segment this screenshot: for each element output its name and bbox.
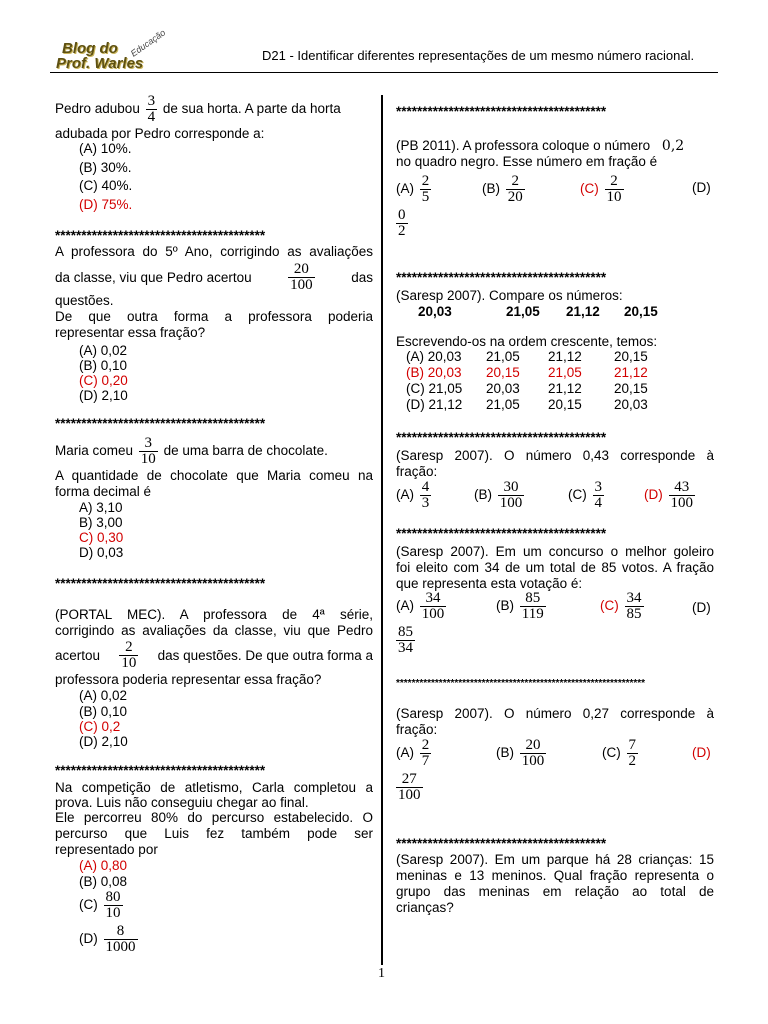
q7-rb-c2: 20,15	[486, 365, 520, 380]
q5-line2: prova. Luis não conseguiu chegar ao final.	[55, 795, 309, 810]
q2-line2-post: das	[351, 269, 373, 285]
q7-ra-c4: 20,15	[614, 349, 648, 364]
logo-line2: Prof. Warles	[56, 55, 144, 72]
q8-line1: (Saresp 2007). O número 0,43 corresponde à	[396, 448, 714, 463]
q7-ra-c1: (A) 20,03	[406, 349, 462, 364]
q8-option-b-fraction	[498, 480, 525, 511]
q1-option-a: (A) 10%.	[79, 141, 132, 156]
q4-option-b: (B) 0,10	[79, 704, 128, 719]
q10-optc-den: 2	[628, 753, 637, 769]
q1-line1	[55, 94, 341, 125]
q7-line1: (Saresp 2007). Compare os números:	[396, 288, 623, 303]
separator: ****************************************	[396, 836, 607, 851]
q7-line2: Escrevendo-os na ordem crescente, temos:	[396, 334, 658, 349]
q6-option-b-fraction	[506, 174, 525, 205]
page-number: 1	[378, 966, 385, 981]
q7-rc-c3: 21,12	[548, 381, 582, 396]
q8-option-a	[396, 480, 433, 511]
q5-option-d-fraction	[104, 924, 138, 955]
q8-option-c-label: (C)	[568, 487, 587, 503]
separator: ****************************************	[396, 270, 607, 285]
q7-ra-c2: 21,05	[486, 349, 520, 364]
header-rule	[50, 72, 718, 73]
q3-option-d: D) 0,03	[79, 545, 124, 560]
q1-option-c: (C) 40%.	[79, 178, 133, 193]
q8-opta-den: 3	[421, 495, 430, 511]
q9-option-b	[496, 591, 548, 622]
q8-option-b-label: (B)	[474, 487, 492, 503]
q6-option-a-fraction	[420, 174, 432, 205]
q9-optd-num: 85	[398, 624, 413, 640]
q9-optb-den: 119	[521, 606, 544, 622]
q10-optd-num: 27	[401, 771, 417, 787]
q8-option-d-label: (D)	[644, 487, 663, 503]
q3-line2: A quantidade de chocolate que Maria comeu na	[55, 468, 373, 483]
q6-line2: no quadro negro. Esse número em fração é	[396, 154, 658, 169]
q2-line1: A professora do 5º Ano, corrigindo as avaliações	[55, 244, 373, 259]
q3-frac-num: 3	[144, 435, 153, 451]
q4-line3	[55, 640, 373, 671]
q5-optd-den: 1000	[105, 939, 136, 955]
q11-line2: meninas e 13 meninos. Qual fração representa o	[396, 868, 714, 883]
q6-optc-den: 10	[606, 189, 622, 205]
q7-number-2: 21,05	[506, 304, 540, 319]
q8-optb-num: 30	[503, 479, 519, 495]
q10-optb-num: 20	[525, 737, 541, 753]
q11-line4: crianças?	[396, 900, 454, 915]
q9-option-c	[600, 591, 646, 622]
q2-fraction	[288, 262, 315, 293]
q2-line2	[55, 262, 373, 293]
q1-pre: Pedro adubou	[55, 101, 140, 117]
separator: ****************************************	[396, 526, 607, 541]
q7-rc-c2: 20,03	[486, 381, 520, 396]
q4-line2: corrigindo as avaliações da classe, viu que Pedro	[55, 623, 373, 638]
separator: ****************************************	[55, 763, 266, 778]
q5-optc-num: 80	[105, 889, 121, 905]
q7-rd-c4: 20,03	[614, 397, 648, 412]
q3-line1	[55, 436, 328, 467]
q6-option-c-fraction	[605, 174, 624, 205]
q8-line2: fração:	[396, 464, 438, 479]
q10-optc-num: 7	[628, 737, 637, 753]
blog-logo	[52, 27, 168, 74]
q6-optd-den: 2	[398, 223, 406, 239]
q8-option-a-fraction	[420, 480, 432, 511]
q6-option-b-label: (B)	[482, 181, 500, 197]
q7-rc-c1: (C) 21,05	[406, 381, 463, 396]
page-header-title: D21 - Identificar diferentes representações de um mesmo número racional.	[262, 48, 695, 63]
q9-optd-den: 34	[398, 640, 413, 656]
q4-frac-den: 10	[121, 655, 137, 671]
q4-line3-post: das questões. De que outra forma a	[157, 647, 373, 663]
q2-option-a: (A) 0,02	[79, 343, 128, 358]
q10-option-c-fraction	[627, 738, 639, 769]
q4-line3-pre: acertou	[55, 647, 101, 663]
q5-line3: Ele percorreu 80% do percurso estabelecido. O	[55, 810, 373, 825]
q10-optd-den: 100	[398, 787, 421, 803]
separator-long: ****************************************************************	[396, 678, 646, 689]
q9-optd-fraction	[396, 625, 415, 656]
q5-option-d	[79, 924, 140, 955]
q6-optd-num: 0	[398, 207, 406, 223]
q8-option-d-fraction	[669, 480, 696, 511]
q4-option-a: (A) 0,02	[79, 688, 128, 703]
q10-line2: fração:	[396, 722, 438, 737]
q2-line2-pre: da classe, viu que Pedro acertou	[55, 269, 252, 285]
q9-option-a	[396, 591, 448, 622]
q9-option-d-label: (D)	[692, 600, 711, 615]
q9-line1: (Saresp 2007). Em um concurso o melhor goleiro	[396, 544, 714, 559]
q10-option-d-label: (D)	[692, 745, 711, 760]
q10-line1: (Saresp 2007). O número 0,27 corresponde à	[396, 706, 714, 721]
q3-line3: forma decimal é	[55, 484, 152, 499]
q1-post: de sua horta. A parte da horta	[162, 101, 341, 117]
q6-opta-num: 2	[421, 173, 430, 189]
q6-option-d-fraction	[396, 208, 408, 239]
q6-option-c-label: (C)	[580, 181, 599, 197]
q7-number-3: 21,12	[566, 304, 600, 319]
q6-optd-fraction	[396, 208, 408, 239]
q3-option-a: A) 3,10	[79, 500, 123, 515]
column-divider	[381, 95, 383, 965]
q6-optb-den: 20	[507, 189, 523, 205]
q11-line1: (Saresp 2007). Em um parque há 28 crianças: 15	[396, 852, 714, 867]
q10-option-c-label: (C)	[602, 745, 621, 761]
q3-frac-den: 10	[140, 451, 156, 467]
q8-optc-den: 4	[594, 495, 603, 511]
q6-optb-num: 2	[511, 173, 520, 189]
q6-option-a	[396, 174, 433, 205]
q6-option-c	[580, 174, 626, 205]
q8-option-c	[568, 480, 606, 511]
q8-option-c-fraction	[593, 480, 605, 511]
q9-line3: que representa esta votação é:	[396, 576, 583, 591]
q7-rd-c3: 20,15	[548, 397, 582, 412]
q1-option-b: (B) 30%.	[79, 160, 132, 175]
q2-frac-den: 100	[290, 277, 313, 293]
q3-post: de uma barra de chocolate.	[163, 443, 328, 459]
q4-frac-num: 2	[125, 639, 133, 655]
q1-frac-num: 3	[147, 93, 156, 109]
q3-option-c: C) 0,30	[79, 530, 124, 545]
q5-option-c	[79, 890, 125, 921]
q10-optd-fraction	[396, 772, 423, 803]
q6-option-d-label: (D)	[692, 180, 711, 195]
q1-line2: adubada por Pedro corresponde a:	[55, 126, 265, 141]
q2-line5: representar essa fração?	[55, 325, 206, 340]
q7-rb-c3: 21,05	[548, 365, 582, 380]
q2-line4: De que outra forma a professora poderia	[55, 309, 373, 324]
q2-option-c: (C) 0,20	[79, 373, 128, 388]
q5-option-c-label: (C)	[79, 897, 98, 913]
q9-line2: foi eleito com 34 de um total de 85 votos. A fração	[396, 560, 714, 575]
q8-optc-num: 3	[594, 479, 603, 495]
q11-line3: grupo das meninas em relação ao total de	[396, 884, 714, 899]
q8-option-d	[644, 480, 697, 511]
separator: ****************************************	[55, 416, 266, 431]
q6-optc-num: 2	[610, 173, 618, 189]
q9-optb-num: 85	[525, 590, 541, 606]
q5-line5: representado por	[55, 842, 158, 857]
q7-ra-c3: 21,12	[548, 349, 582, 364]
separator: ****************************************	[396, 430, 607, 445]
q9-opta-num: 34	[425, 590, 441, 606]
q5-line4: percurso que Luis fez também pode ser	[55, 826, 373, 841]
q10-opta-num: 2	[421, 737, 430, 753]
q10-option-d-fraction	[396, 772, 423, 803]
separator: ****************************************	[55, 228, 266, 243]
q8-opta-num: 4	[421, 479, 430, 495]
q3-option-b: B) 3,00	[79, 515, 123, 530]
q6-option-a-label: (A)	[396, 181, 414, 197]
q9-optc-num: 34	[626, 590, 642, 606]
q5-option-a: (A) 0,80	[79, 858, 128, 873]
q8-optd-den: 100	[670, 495, 694, 511]
q10-option-b-fraction	[520, 738, 547, 769]
q7-rb-c4: 21,12	[614, 365, 648, 380]
q7-rd-c1: (D) 21,12	[406, 397, 463, 412]
logo-line1: Blog do	[62, 40, 118, 57]
q9-option-b-fraction	[520, 591, 546, 622]
q4-line1: (PORTAL MEC). A professora de 4ª série,	[55, 607, 373, 622]
q2-option-b: (B) 0,10	[79, 358, 128, 373]
separator: ****************************************	[396, 104, 607, 119]
q4-line4: professora poderia representar essa fração?	[55, 672, 322, 687]
q6-line1	[396, 138, 684, 154]
q5-option-b: (B) 0,08	[79, 874, 128, 889]
q7-rb-c1: (B) 20,03	[406, 365, 462, 380]
q9-option-a-label: (A)	[396, 598, 414, 614]
q5-optd-num: 8	[116, 923, 125, 939]
q4-option-c: (C) 0,2	[79, 719, 121, 734]
q10-optb-den: 100	[521, 753, 545, 769]
q8-optd-num: 43	[674, 479, 690, 495]
q9-opta-den: 100	[421, 606, 445, 622]
q10-option-a	[396, 738, 433, 769]
q5-option-c-fraction	[104, 890, 123, 921]
q3-fraction	[139, 436, 158, 467]
q9-option-c-fraction	[625, 591, 644, 622]
logo-badge: Educação	[128, 27, 168, 59]
q1-frac-den: 4	[147, 109, 156, 125]
q5-optc-den: 10	[105, 905, 121, 921]
q7-rd-c2: 21,05	[486, 397, 520, 412]
q10-option-b	[496, 738, 548, 769]
q9-option-d-fraction	[396, 625, 415, 656]
q10-option-c	[602, 738, 640, 769]
q8-option-b	[474, 480, 526, 511]
q3-pre: Maria comeu	[55, 443, 134, 459]
q6-option-b	[482, 174, 527, 205]
q6-opta-den: 5	[421, 189, 430, 205]
q9-optc-den: 85	[626, 606, 642, 622]
q10-option-a-label: (A)	[396, 745, 414, 761]
q5-option-d-label: (D)	[79, 931, 98, 947]
q1-option-d: (D) 75%.	[79, 197, 133, 212]
q8-optb-den: 100	[499, 495, 523, 511]
q10-option-a-fraction	[420, 738, 432, 769]
q7-rc-c4: 20,15	[614, 381, 648, 396]
q10-option-b-label: (B)	[496, 745, 514, 761]
q5-line1: Na competição de atletismo, Carla completou a	[55, 780, 373, 795]
q4-option-d: (D) 2,10	[79, 734, 128, 749]
q7-number-4: 20,15	[624, 304, 658, 319]
q10-opta-den: 7	[421, 753, 430, 769]
q2-line3: questões.	[55, 293, 114, 308]
q9-option-c-label: (C)	[600, 598, 619, 614]
q6-line1-pre: (PB 2011). A professora coloque o número	[396, 138, 651, 153]
q2-frac-num: 20	[293, 261, 309, 277]
q8-option-a-label: (A)	[396, 487, 414, 503]
q2-option-d: (D) 2,10	[79, 388, 128, 403]
q6-number: 0,2	[661, 138, 685, 154]
separator: ****************************************	[55, 576, 266, 591]
q4-fraction	[119, 640, 138, 671]
q9-option-a-fraction	[420, 591, 447, 622]
q9-option-b-label: (B)	[496, 598, 514, 614]
q1-fraction	[146, 94, 158, 125]
q7-number-1: 20,03	[418, 304, 452, 319]
